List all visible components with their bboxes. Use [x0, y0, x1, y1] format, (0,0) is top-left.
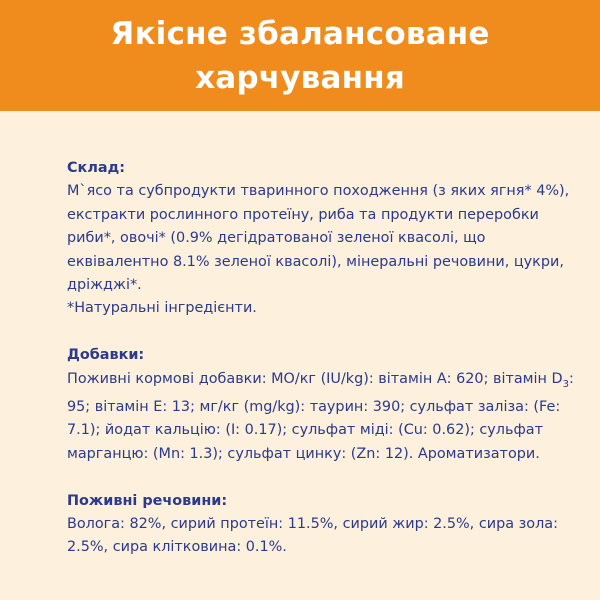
- nutrients-text: Волога: 82%, сирий протеїн: 11.5%, сирий жир: 2.5%, сира зола: 2.5%, сира клітковина: 0.1%.: [67, 515, 558, 556]
- product-info: [67, 157, 577, 583]
- additives-text: [67, 368, 577, 467]
- additives-title: Добавки:: [67, 347, 145, 364]
- composition-note: *Натуральні інгредієнти.: [67, 300, 257, 317]
- additives-text-part1: Поживні кормові добавки: МО/кг (IU/kg): вітамін А: 620; вітамін D: [67, 370, 563, 387]
- header-banner: [0, 0, 600, 111]
- page-title: Якісне збалансоване харчування: [110, 15, 490, 96]
- composition-title: Склад:: [67, 160, 125, 176]
- nutrients-section: [67, 490, 577, 560]
- additives-vitamin-d-subscript: 3: [562, 378, 569, 390]
- additives-section: [67, 344, 577, 466]
- composition-section: [67, 157, 577, 321]
- composition-text: М`ясо та субпродукти тваринного походження (з яких ягня* 4%), екстракти рослинного протеїну, риба та продукти переробки риби*, овочі* (0.9% дегідратованої зеленої квасолі, що еквівалентно 8.1% зеленої квасолі), мінеральні речовини, цукри, дріжджі*.: [67, 183, 570, 294]
- additives-text-part2: : 95; вітамін Е: 13; мг/кг (mg/kg): таурин: 390; сульфат заліза: (Fe: 7.1); йодат кальцію: (I: 0.17); сульфат міді: (Cu: 0.62); сульфат марганцю: (Mn: 1.3); сульфат цинку: (Zn: 12). Ароматизатори.: [67, 370, 574, 462]
- nutrients-title: Поживні речовини:: [67, 492, 228, 509]
